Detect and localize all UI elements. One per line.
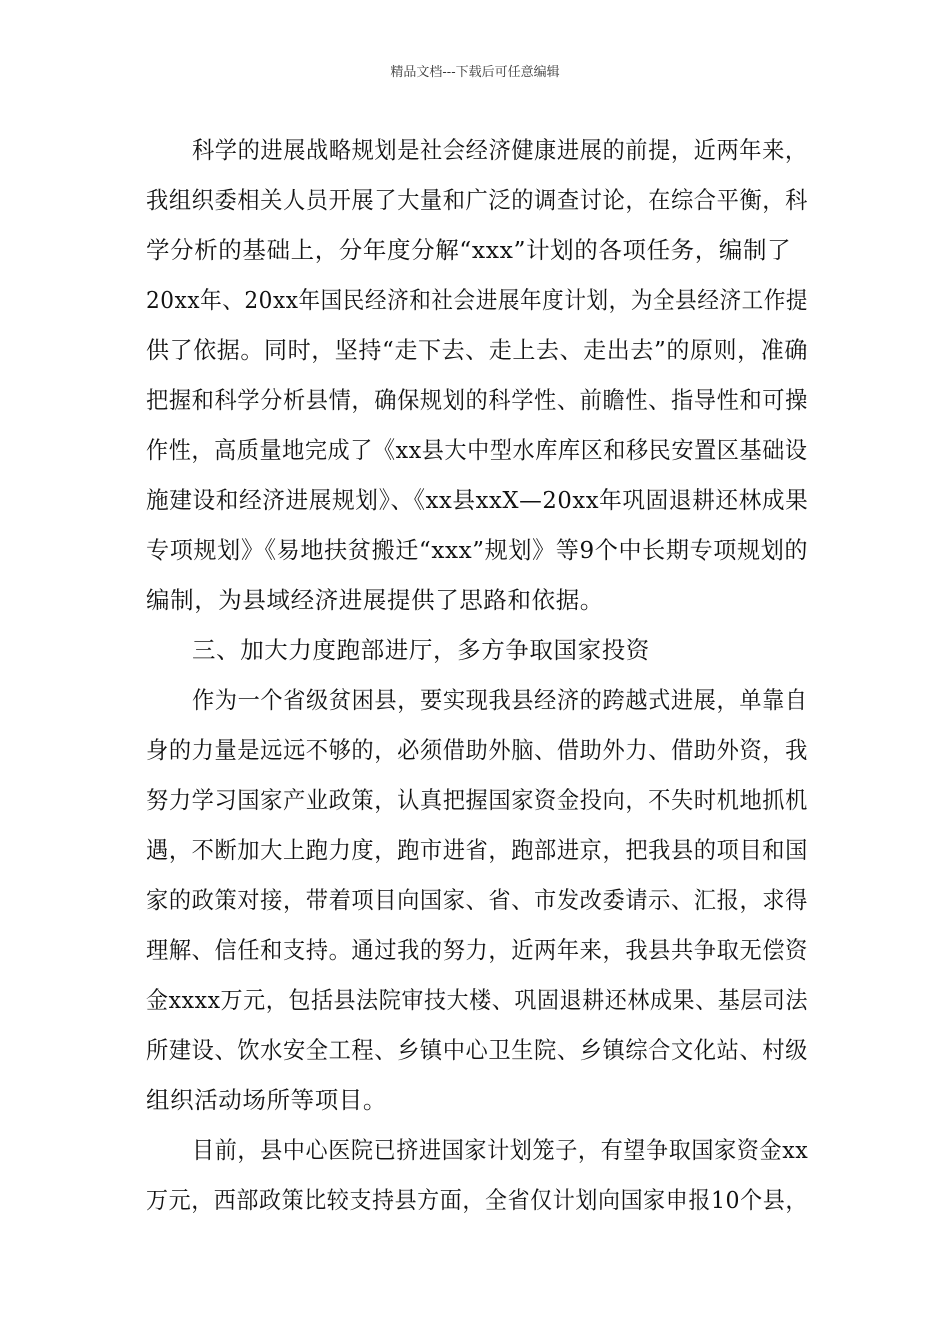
paragraph-line: 组织活动场所等项目。 xyxy=(146,1086,387,1114)
paragraph-line: 学分析的基础上，分年度分解“xxx”计划的各项任务，编制了 xyxy=(146,236,792,264)
section-heading: 三、加大力度跑部进厅，多方争取国家投资 xyxy=(192,636,650,664)
paragraph-line: 努力学习国家产业政策，认真把握国家资金投向，不失时机地抓机 xyxy=(146,786,808,814)
paragraph-line: 理解、信任和支持。通过我的努力，近两年来，我县共争取无偿资 xyxy=(146,936,808,964)
paragraph-line: 作性，高质量地完成了《xx县大中型水库库区和移民安置区基础设 xyxy=(146,436,808,464)
paragraph-line: 20xx年、20xx年国民经济和社会进展年度计划，为全县经济工作提 xyxy=(146,286,809,314)
paragraph-line: 金xxxx万元，包括县法院审技大楼、巩固退耕还林成果、基层司法 xyxy=(146,986,809,1014)
paragraph-line: 编制，为县域经济进展提供了思路和依据。 xyxy=(146,586,604,614)
paragraph-line: 科学的进展战略规划是社会经济健康进展的前提，近两年来， xyxy=(192,136,808,164)
paragraph-line: 所建设、饮水安全工程、乡镇中心卫生院、乡镇综合文化站、村级 xyxy=(146,1036,808,1064)
paragraph-line: 把握和科学分析县情，确保规划的科学性、前瞻性、指导性和可操 xyxy=(146,386,808,414)
paragraph-line: 作为一个省级贫困县，要实现我县经济的跨越式进展，单靠自 xyxy=(192,686,808,714)
page-header: 精品文档---下载后可任意编辑 xyxy=(390,65,560,80)
paragraph-line: 专项规划》《易地扶贫搬迁“xxx”规划》等9个中长期专项规划的 xyxy=(146,536,809,564)
paragraph-line: 遇，不断加大上跑力度，跑市进省，跑部进京，把我县的项目和国 xyxy=(146,836,808,864)
paragraph-line: 供了依据。同时，坚持“走下去、走上去、走出去”的原则，准确 xyxy=(146,336,808,364)
paragraph-line: 万元，西部政策比较支持县方面，全省仅计划向国家申报10个县， xyxy=(146,1186,808,1214)
paragraph-line: 身的力量是远远不够的，必须借助外脑、借助外力、借助外资，我 xyxy=(146,736,808,764)
paragraph-line: 我组织委相关人员开展了大量和广泛的调查讨论，在综合平衡，科 xyxy=(146,186,808,214)
paragraph-line: 施建设和经济进展规划》、《xx县xxX—20xx年巩固退耕还林成果 xyxy=(146,486,809,514)
paragraph-line: 家的政策对接，带着项目向国家、省、市发改委请示、汇报，求得 xyxy=(146,886,808,914)
paragraph-line: 目前，县中心医院已挤进国家计划笼子，有望争取国家资金xx xyxy=(192,1136,809,1164)
